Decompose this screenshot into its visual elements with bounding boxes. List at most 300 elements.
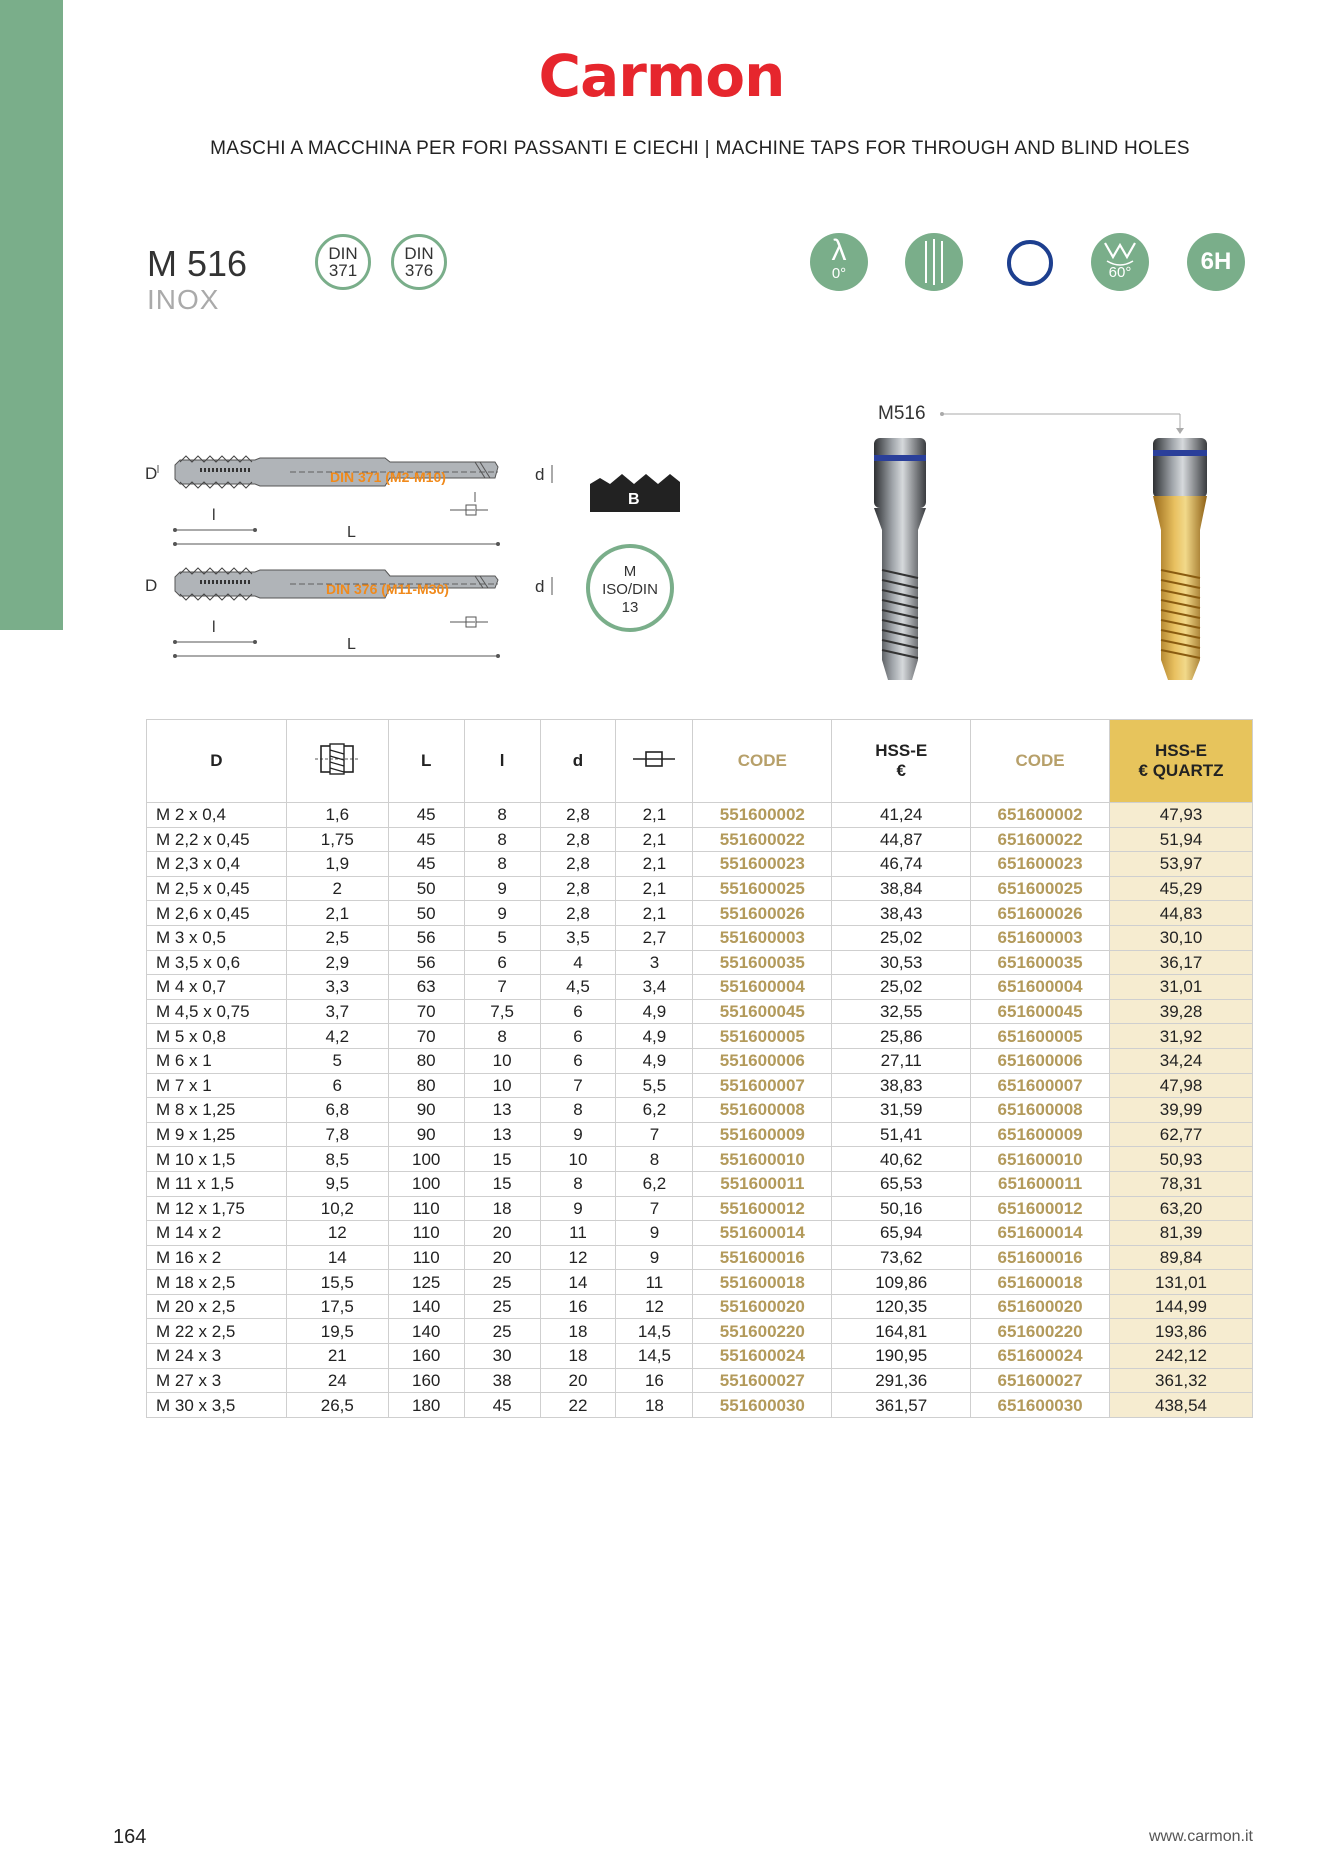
cell-price-hss: 25,02 (832, 925, 971, 950)
cell-d: 8 (540, 1098, 616, 1123)
cell-price-quartz: 62,77 (1110, 1122, 1253, 1147)
cell-code-quartz: 651600004 (971, 975, 1110, 1000)
table-row (147, 1319, 1253, 1344)
thread-angle-value: 60° (1108, 264, 1132, 281)
cell-drill: 17,5 (286, 1294, 388, 1319)
photo-label: M516 (878, 403, 926, 424)
cell-price-hss: 31,59 (832, 1098, 971, 1123)
table-header-row (147, 720, 1253, 803)
cell-code-quartz: 651600010 (971, 1147, 1110, 1172)
din-376-badge (391, 234, 447, 290)
cell-price-quartz: 47,98 (1110, 1073, 1253, 1098)
cell-code-quartz: 651600016 (971, 1245, 1110, 1270)
cell-code-hss: 551600006 (693, 1048, 832, 1073)
cell-l: 9 (464, 901, 540, 926)
cell-d: 9 (540, 1122, 616, 1147)
cell-L: 160 (388, 1368, 464, 1393)
cell-price-quartz: 438,54 (1110, 1393, 1253, 1418)
cell-code-hss: 551600002 (693, 803, 832, 828)
cell-code-quartz: 651600007 (971, 1073, 1110, 1098)
cell-square: 16 (616, 1368, 693, 1393)
cell-square: 5,5 (616, 1073, 693, 1098)
lambda-symbol: λ (831, 234, 847, 267)
cell-l: 38 (464, 1368, 540, 1393)
cell-drill: 15,5 (286, 1270, 388, 1295)
cell-l: 7 (464, 975, 540, 1000)
dim-l-label: l (212, 507, 216, 524)
din-badge-line2: 371 (328, 261, 358, 280)
cell-code-hss: 551600045 (693, 999, 832, 1024)
cell-d: 20 (540, 1368, 616, 1393)
table-row (147, 901, 1253, 926)
cell-thread: M 18 x 2,5 (147, 1270, 287, 1295)
cell-drill: 7,8 (286, 1122, 388, 1147)
cell-square: 18 (616, 1393, 693, 1418)
cell-price-quartz: 361,32 (1110, 1368, 1253, 1393)
brand-logo: Carmon (538, 42, 785, 110)
cell-price-hss: 41,24 (832, 803, 971, 828)
cell-l: 45 (464, 1393, 540, 1418)
cell-l: 8 (464, 827, 540, 852)
cell-square: 3 (616, 950, 693, 975)
dim-L-label-2: L (347, 636, 356, 653)
cell-L: 50 (388, 901, 464, 926)
cell-drill: 1,9 (286, 852, 388, 877)
cell-code-quartz: 651600030 (971, 1393, 1110, 1418)
cell-thread: M 3,5 x 0,6 (147, 950, 287, 975)
cell-square: 9 (616, 1245, 693, 1270)
cell-price-hss: 73,62 (832, 1245, 971, 1270)
cell-l: 30 (464, 1344, 540, 1369)
cell-square: 12 (616, 1294, 693, 1319)
cell-code-quartz: 651600024 (971, 1344, 1110, 1369)
cell-thread: M 2,3 x 0,4 (147, 852, 287, 877)
cell-L: 100 (388, 1147, 464, 1172)
header-code-hss: CODE (693, 720, 832, 803)
cell-thread: M 8 x 1,25 (147, 1098, 287, 1123)
cell-L: 100 (388, 1171, 464, 1196)
cell-price-hss: 38,43 (832, 901, 971, 926)
cell-code-quartz: 651600008 (971, 1098, 1110, 1123)
cell-code-hss: 551600030 (693, 1393, 832, 1418)
cell-d: 18 (540, 1344, 616, 1369)
cell-thread: M 14 x 2 (147, 1221, 287, 1246)
cell-square: 6,2 (616, 1098, 693, 1123)
table-row (147, 1368, 1253, 1393)
table-row (147, 1294, 1253, 1319)
cell-square: 7 (616, 1196, 693, 1221)
cell-L: 125 (388, 1270, 464, 1295)
cell-L: 45 (388, 852, 464, 877)
cell-code-hss: 551600008 (693, 1098, 832, 1123)
cell-square: 2,1 (616, 827, 693, 852)
cell-l: 25 (464, 1270, 540, 1295)
cell-code-quartz: 651600022 (971, 827, 1110, 852)
tap-dimension-drawing (140, 400, 700, 670)
cell-code-quartz: 651600023 (971, 852, 1110, 877)
table-row (147, 999, 1253, 1024)
cell-thread: M 12 x 1,75 (147, 1196, 287, 1221)
cell-thread: M 24 x 3 (147, 1344, 287, 1369)
standard-line3: 13 (621, 599, 639, 616)
standard-line2: ISO/DIN (602, 581, 658, 598)
cell-L: 140 (388, 1319, 464, 1344)
cell-code-hss: 551600014 (693, 1221, 832, 1246)
table-row (147, 1196, 1253, 1221)
header-square (616, 720, 693, 803)
square-drive-icon (631, 748, 677, 770)
table-row (147, 1270, 1253, 1295)
din-badge-line1: DIN (328, 244, 358, 263)
header-quartz-price (1110, 720, 1253, 803)
cell-code-hss: 551600005 (693, 1024, 832, 1049)
cell-drill: 14 (286, 1245, 388, 1270)
dim-L-label: L (347, 524, 356, 541)
cell-code-quartz: 651600220 (971, 1319, 1110, 1344)
technical-drawing (140, 400, 700, 675)
cell-drill: 8,5 (286, 1147, 388, 1172)
cell-l: 5 (464, 925, 540, 950)
drill-hole-icon (313, 742, 361, 776)
cell-d: 10 (540, 1147, 616, 1172)
tolerance-icon: 6H (1187, 233, 1245, 291)
cell-square: 2,1 (616, 901, 693, 926)
cell-code-quartz: 651600026 (971, 901, 1110, 926)
cell-code-quartz: 651600006 (971, 1048, 1110, 1073)
cell-L: 180 (388, 1393, 464, 1418)
cell-square: 2,1 (616, 803, 693, 828)
header-drill-size (286, 720, 388, 803)
cell-L: 56 (388, 925, 464, 950)
cell-drill: 19,5 (286, 1319, 388, 1344)
cell-d: 6 (540, 1048, 616, 1073)
cell-code-hss: 551600004 (693, 975, 832, 1000)
cell-code-quartz: 651600025 (971, 876, 1110, 901)
straight-flutes-icon (905, 233, 963, 291)
cell-drill: 24 (286, 1368, 388, 1393)
cell-code-hss: 551600027 (693, 1368, 832, 1393)
cell-drill: 10,2 (286, 1196, 388, 1221)
cell-l: 7,5 (464, 999, 540, 1024)
cell-thread: M 2,6 x 0,45 (147, 901, 287, 926)
cell-d: 3,5 (540, 925, 616, 950)
table-row (147, 975, 1253, 1000)
cell-code-hss: 551600022 (693, 827, 832, 852)
cell-thread: M 2,2 x 0,45 (147, 827, 287, 852)
cell-l: 6 (464, 950, 540, 975)
cell-l: 15 (464, 1171, 540, 1196)
cell-price-hss: 32,55 (832, 999, 971, 1024)
cell-price-quartz: 63,20 (1110, 1196, 1253, 1221)
table-row (147, 950, 1253, 975)
cell-L: 45 (388, 827, 464, 852)
cell-code-hss: 551600035 (693, 950, 832, 975)
table-row (147, 1073, 1253, 1098)
cell-code-hss: 551600011 (693, 1171, 832, 1196)
cell-code-hss: 551600026 (693, 901, 832, 926)
cell-price-hss: 27,11 (832, 1048, 971, 1073)
cell-price-quartz: 44,83 (1110, 901, 1253, 926)
cell-code-hss: 551600016 (693, 1245, 832, 1270)
website-link[interactable]: www.carmon.it (1148, 1828, 1253, 1845)
cell-L: 70 (388, 1024, 464, 1049)
cell-code-quartz: 651600003 (971, 925, 1110, 950)
cell-thread: M 11 x 1,5 (147, 1171, 287, 1196)
cell-d: 2,8 (540, 876, 616, 901)
cell-price-hss: 40,62 (832, 1147, 971, 1172)
header-d: d (540, 720, 616, 803)
cell-drill: 12 (286, 1221, 388, 1246)
cell-price-hss: 44,87 (832, 827, 971, 852)
cell-drill: 2,9 (286, 950, 388, 975)
quartz-line1: HSS-E (1155, 741, 1207, 760)
cell-square: 8 (616, 1147, 693, 1172)
cell-price-hss: 291,36 (832, 1368, 971, 1393)
cell-price-hss: 164,81 (832, 1319, 971, 1344)
cell-code-quartz: 651600020 (971, 1294, 1110, 1319)
cell-l: 13 (464, 1122, 540, 1147)
table-row (147, 925, 1253, 950)
cell-L: 140 (388, 1294, 464, 1319)
page-number: 164 (113, 1826, 147, 1848)
cell-price-hss: 361,57 (832, 1393, 971, 1418)
table-row (147, 1147, 1253, 1172)
header-d-major: D (147, 720, 287, 803)
cell-code-quartz: 651600035 (971, 950, 1110, 975)
din-badge-line2: 376 (404, 261, 434, 280)
cell-code-hss: 551600025 (693, 876, 832, 901)
cell-L: 80 (388, 1073, 464, 1098)
quartz-line2: € QUARTZ (1138, 761, 1224, 780)
cell-l: 15 (464, 1147, 540, 1172)
cell-thread: M 6 x 1 (147, 1048, 287, 1073)
cell-d: 18 (540, 1319, 616, 1344)
cell-d: 4,5 (540, 975, 616, 1000)
cell-thread: M 9 x 1,25 (147, 1122, 287, 1147)
cell-l: 8 (464, 803, 540, 828)
cell-code-hss: 551600023 (693, 852, 832, 877)
cell-price-hss: 109,86 (832, 1270, 971, 1295)
standard-line1: M (623, 563, 637, 580)
table-row (147, 1122, 1253, 1147)
table-row (147, 827, 1253, 852)
cell-price-quartz: 242,12 (1110, 1344, 1253, 1369)
table-row (147, 1098, 1253, 1123)
cell-d: 14 (540, 1270, 616, 1295)
cell-l: 8 (464, 1024, 540, 1049)
table-row (147, 1393, 1253, 1418)
cell-drill: 5 (286, 1048, 388, 1073)
straight-flutes-glyph (905, 233, 963, 291)
cell-square: 11 (616, 1270, 693, 1295)
table-row (147, 876, 1253, 901)
header-code-quartz: CODE (971, 720, 1110, 803)
cell-L: 80 (388, 1048, 464, 1073)
cell-thread: M 7 x 1 (147, 1073, 287, 1098)
cell-price-quartz: 36,17 (1110, 950, 1253, 975)
din371-label: DIN 371 (M2-M10) (330, 469, 446, 485)
cell-code-quartz: 651600018 (971, 1270, 1110, 1295)
header-l: l (464, 720, 540, 803)
cell-d: 12 (540, 1245, 616, 1270)
cell-price-quartz: 193,86 (1110, 1319, 1253, 1344)
cell-price-quartz: 47,93 (1110, 803, 1253, 828)
cell-L: 160 (388, 1344, 464, 1369)
cell-code-hss: 551600009 (693, 1122, 832, 1147)
cell-square: 4,9 (616, 1048, 693, 1073)
table-row (147, 1344, 1253, 1369)
cell-l: 8 (464, 852, 540, 877)
cell-drill: 1,75 (286, 827, 388, 852)
cell-d: 4 (540, 950, 616, 975)
cell-price-hss: 65,94 (832, 1221, 971, 1246)
cell-price-quartz: 34,24 (1110, 1048, 1253, 1073)
cell-drill: 21 (286, 1344, 388, 1369)
cell-d: 6 (540, 1024, 616, 1049)
hss-line1: HSS-E (875, 741, 928, 760)
table-row (147, 1048, 1253, 1073)
cell-price-quartz: 81,39 (1110, 1221, 1253, 1246)
cell-price-quartz: 131,01 (1110, 1270, 1253, 1295)
cell-l: 25 (464, 1319, 540, 1344)
cell-thread: M 3 x 0,5 (147, 925, 287, 950)
cell-price-quartz: 39,99 (1110, 1098, 1253, 1123)
cell-square: 7 (616, 1122, 693, 1147)
cell-d: 22 (540, 1393, 616, 1418)
cell-drill: 1,6 (286, 803, 388, 828)
cell-price-quartz: 144,99 (1110, 1294, 1253, 1319)
dim-D-label-2: D (145, 576, 158, 595)
cell-code-quartz: 651600009 (971, 1122, 1110, 1147)
cell-code-hss: 551600007 (693, 1073, 832, 1098)
product-model: M 516 (147, 243, 248, 284)
dim-d-label: d (535, 465, 545, 484)
page-subtitle: MASCHI A MACCHINA PER FORI PASSANTI E CIECHI | MACHINE TAPS FOR THROUGH AND BLIND HOLES (210, 138, 1190, 159)
cell-d: 6 (540, 999, 616, 1024)
cell-thread: M 4 x 0,7 (147, 975, 287, 1000)
cell-d: 7 (540, 1073, 616, 1098)
cell-code-hss: 551600003 (693, 925, 832, 950)
cell-price-hss: 51,41 (832, 1122, 971, 1147)
cell-drill: 26,5 (286, 1393, 388, 1418)
cell-code-quartz: 651600027 (971, 1368, 1110, 1393)
cell-price-hss: 50,16 (832, 1196, 971, 1221)
cell-square: 2,1 (616, 876, 693, 901)
cell-square: 4,9 (616, 999, 693, 1024)
cell-price-quartz: 39,28 (1110, 999, 1253, 1024)
cell-price-quartz: 50,93 (1110, 1147, 1253, 1172)
header-hss-price (832, 720, 971, 803)
cell-l: 10 (464, 1073, 540, 1098)
cell-L: 90 (388, 1122, 464, 1147)
header-L: L (388, 720, 464, 803)
product-material: INOX (147, 284, 220, 315)
product-table (146, 719, 1253, 1418)
cell-price-quartz: 78,31 (1110, 1171, 1253, 1196)
cell-drill: 2,5 (286, 925, 388, 950)
cell-L: 110 (388, 1196, 464, 1221)
cell-L: 90 (388, 1098, 464, 1123)
chamfer-form-label: B (628, 491, 640, 508)
bright-finish-ring-icon (1007, 240, 1053, 286)
cell-thread: M 22 x 2,5 (147, 1319, 287, 1344)
dim-d-label-2: d (535, 577, 545, 596)
hss-line2: € (896, 761, 906, 780)
cell-L: 56 (388, 950, 464, 975)
cell-code-quartz: 651600002 (971, 803, 1110, 828)
cell-l: 13 (464, 1098, 540, 1123)
cell-price-hss: 120,35 (832, 1294, 971, 1319)
cell-price-hss: 38,83 (832, 1073, 971, 1098)
cell-price-quartz: 45,29 (1110, 876, 1253, 901)
cell-square: 4,9 (616, 1024, 693, 1049)
cell-price-quartz: 31,92 (1110, 1024, 1253, 1049)
cell-drill: 6,8 (286, 1098, 388, 1123)
cell-code-quartz: 651600014 (971, 1221, 1110, 1246)
cell-drill: 3,7 (286, 999, 388, 1024)
cell-thread: M 10 x 1,5 (147, 1147, 287, 1172)
cell-thread: M 16 x 2 (147, 1245, 287, 1270)
cell-price-hss: 25,86 (832, 1024, 971, 1049)
table-row (147, 1171, 1253, 1196)
cell-l: 10 (464, 1048, 540, 1073)
product-photos (860, 400, 1260, 695)
cell-d: 2,8 (540, 901, 616, 926)
cell-price-hss: 38,84 (832, 876, 971, 901)
cell-square: 2,1 (616, 852, 693, 877)
cell-code-hss: 551600020 (693, 1294, 832, 1319)
cell-d: 2,8 (540, 852, 616, 877)
cell-price-hss: 190,95 (832, 1344, 971, 1369)
cell-code-hss: 551600010 (693, 1147, 832, 1172)
cell-square: 14,5 (616, 1344, 693, 1369)
cell-drill: 9,5 (286, 1171, 388, 1196)
cell-d: 9 (540, 1196, 616, 1221)
cell-thread: M 5 x 0,8 (147, 1024, 287, 1049)
cell-l: 20 (464, 1221, 540, 1246)
cell-l: 20 (464, 1245, 540, 1270)
cell-d: 11 (540, 1221, 616, 1246)
cell-code-hss: 551600220 (693, 1319, 832, 1344)
cell-square: 6,2 (616, 1171, 693, 1196)
cell-drill: 3,3 (286, 975, 388, 1000)
cell-code-hss: 551600012 (693, 1196, 832, 1221)
din-badge-line1: DIN (404, 244, 434, 263)
cell-thread: M 2 x 0,4 (147, 803, 287, 828)
table-row (147, 1024, 1253, 1049)
dim-l-label-2: l (212, 619, 216, 636)
cell-d: 8 (540, 1171, 616, 1196)
cell-L: 50 (388, 876, 464, 901)
cell-drill: 4,2 (286, 1024, 388, 1049)
cell-code-quartz: 651600005 (971, 1024, 1110, 1049)
cell-thread: M 27 x 3 (147, 1368, 287, 1393)
cell-square: 2,7 (616, 925, 693, 950)
cell-l: 25 (464, 1294, 540, 1319)
cell-price-quartz: 53,97 (1110, 852, 1253, 877)
cell-thread: M 2,5 x 0,45 (147, 876, 287, 901)
cell-L: 63 (388, 975, 464, 1000)
cell-L: 45 (388, 803, 464, 828)
cell-code-hss: 551600024 (693, 1344, 832, 1369)
cell-d: 16 (540, 1294, 616, 1319)
table-body (147, 803, 1253, 1418)
cell-price-quartz: 30,10 (1110, 925, 1253, 950)
cell-price-hss: 30,53 (832, 950, 971, 975)
cell-code-hss: 551600018 (693, 1270, 832, 1295)
cell-L: 70 (388, 999, 464, 1024)
table-row (147, 852, 1253, 877)
